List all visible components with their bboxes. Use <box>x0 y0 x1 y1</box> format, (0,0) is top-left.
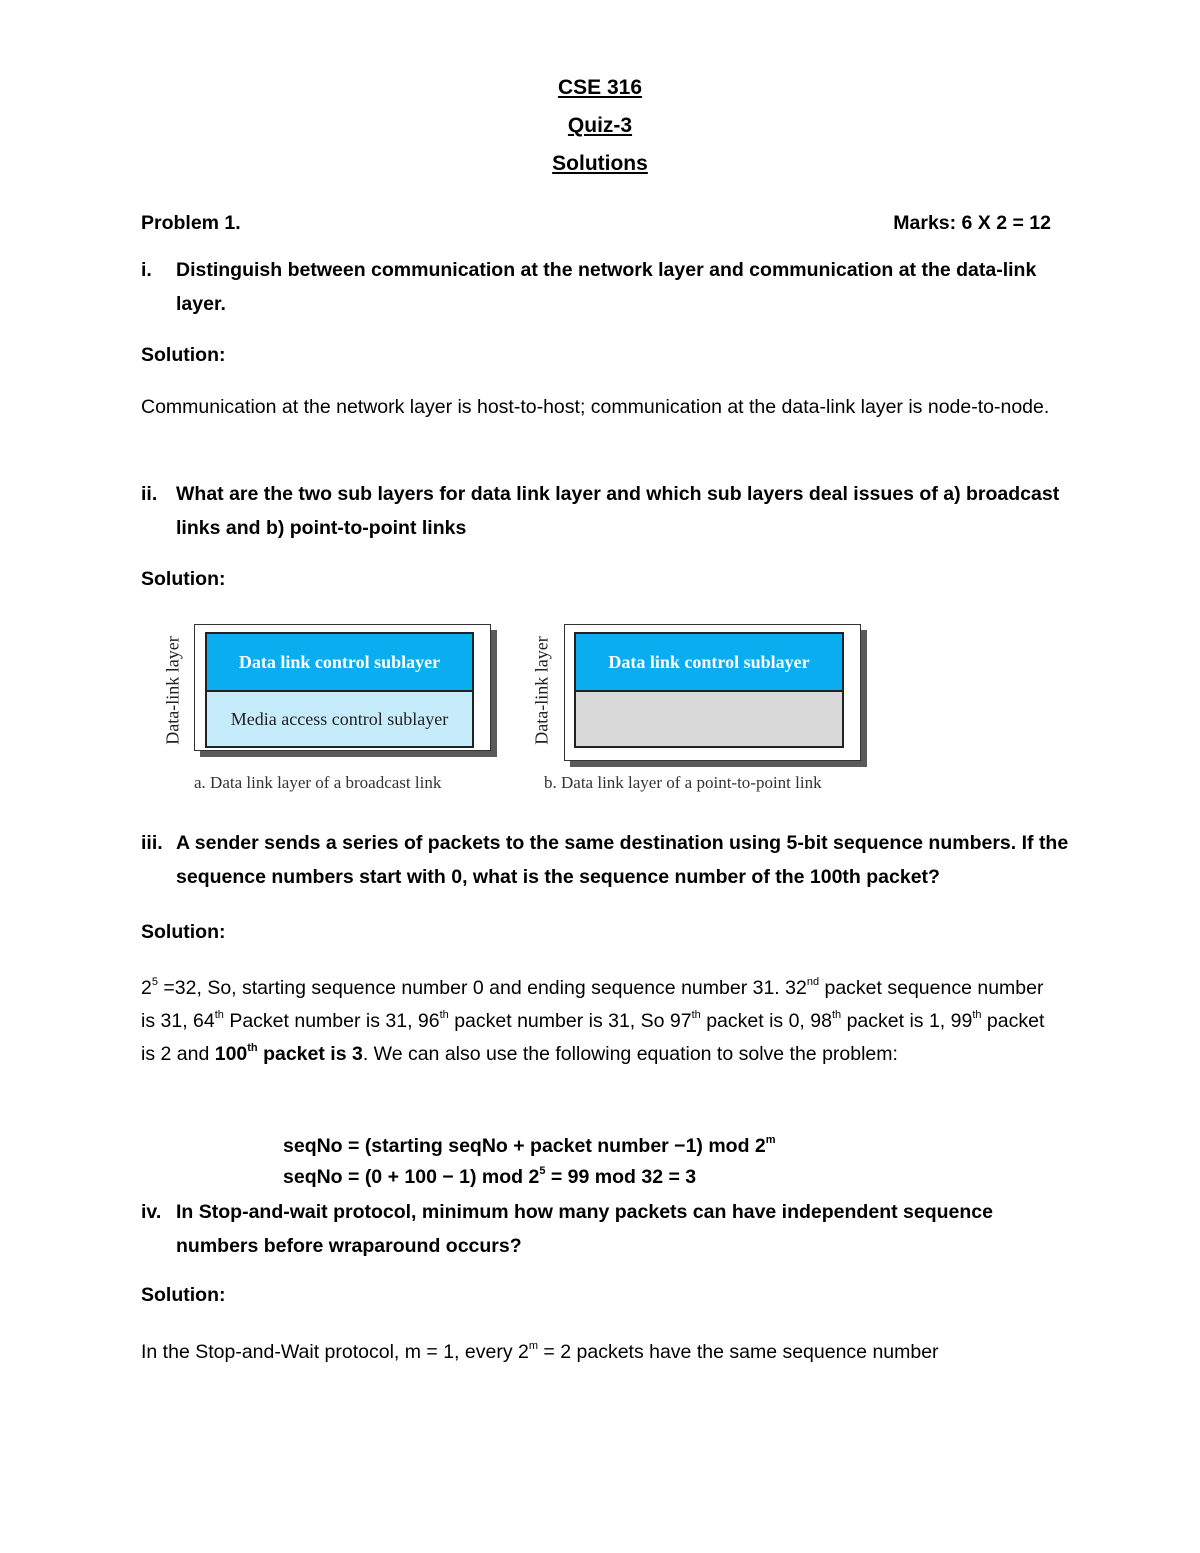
equation-general: seqNo = (starting seqNo + packet number −1) mod 2$^m$ <box>283 1134 776 1157</box>
question-4 <box>141 1195 1071 1263</box>
question-2-number: ii. <box>141 483 158 505</box>
equation-specific: seqNo = (0 + 100 − 1) mod $2^5 = 99$ mod 32 = 3 <box>283 1165 697 1188</box>
solution-3-label: Solution: <box>141 921 226 943</box>
solution-2-label: Solution: <box>141 568 226 590</box>
side-label-a: Data-link layer <box>162 636 183 745</box>
solution-4-label: Solution: <box>141 1284 226 1306</box>
question-3-text: A sender sends a series of packets to the same destination using 5-bit sequence numbers. If the sequence numbers start with 0, what is the sequence number of the 100th packet? <box>176 832 1069 888</box>
question-3 <box>141 826 1071 894</box>
marks-label: Marks: 6 X 2 = 12 <box>893 212 1051 234</box>
empty-sublayer <box>576 692 842 746</box>
data-link-control-sublayer-b: Data link control sublayer <box>576 634 842 692</box>
quiz-title: Quiz-3 <box>567 114 633 137</box>
problem-label: Problem 1. <box>141 212 241 234</box>
media-access-control-sublayer: Media access control sublayer <box>207 692 472 746</box>
caption-b: b. Data link layer of a point-to-point link <box>544 773 822 792</box>
question-4-text: In Stop-and-wait protocol, minimum how many packets can have independent sequence numbers before wraparound occurs? <box>176 1201 993 1257</box>
course-title: CSE 316 <box>557 76 643 99</box>
question-4-number: iv. <box>141 1201 162 1223</box>
side-label-b: Data-link layer <box>531 636 552 745</box>
solutions-title: Solutions <box>552 152 648 175</box>
answer-4: In the Stop-and-Wait protocol, m = 1, every $2^m = 2$ packets have the same sequence number <box>141 1340 939 1363</box>
question-2-text: What are the two sub layers for data link layer and which sub layers deal issues of a) broadcast links and b) point-to-point links <box>176 483 1060 539</box>
solution-1-label: Solution: <box>141 344 226 366</box>
question-1 <box>141 253 1071 321</box>
data-link-control-sublayer-a: Data link control sublayer <box>207 634 472 692</box>
question-1-number: i. <box>141 259 152 281</box>
question-3-number: iii. <box>141 832 163 854</box>
question-2 <box>141 477 1071 545</box>
question-1-text: Distinguish between communication at the network layer and communication at the data-link layer. <box>176 259 1037 315</box>
answer-3: $2^5 =32$, So, starting sequence number 0 and ending sequence number 31. 32nd packet sequence number is 31, 64th Packet number is 31, 96th packet number is 31, So 97th packet is 0, 98th packet is 1, 99th packet is 2 and 100th packet is 3. We can also use the following equation to solve the problem: <box>141 976 1045 1065</box>
caption-a: a. Data link layer of a broadcast link <box>194 773 442 792</box>
answer-1: Communication at the network layer is host-to-host; communication at the data-link layer is node-to-node. <box>141 396 1050 418</box>
